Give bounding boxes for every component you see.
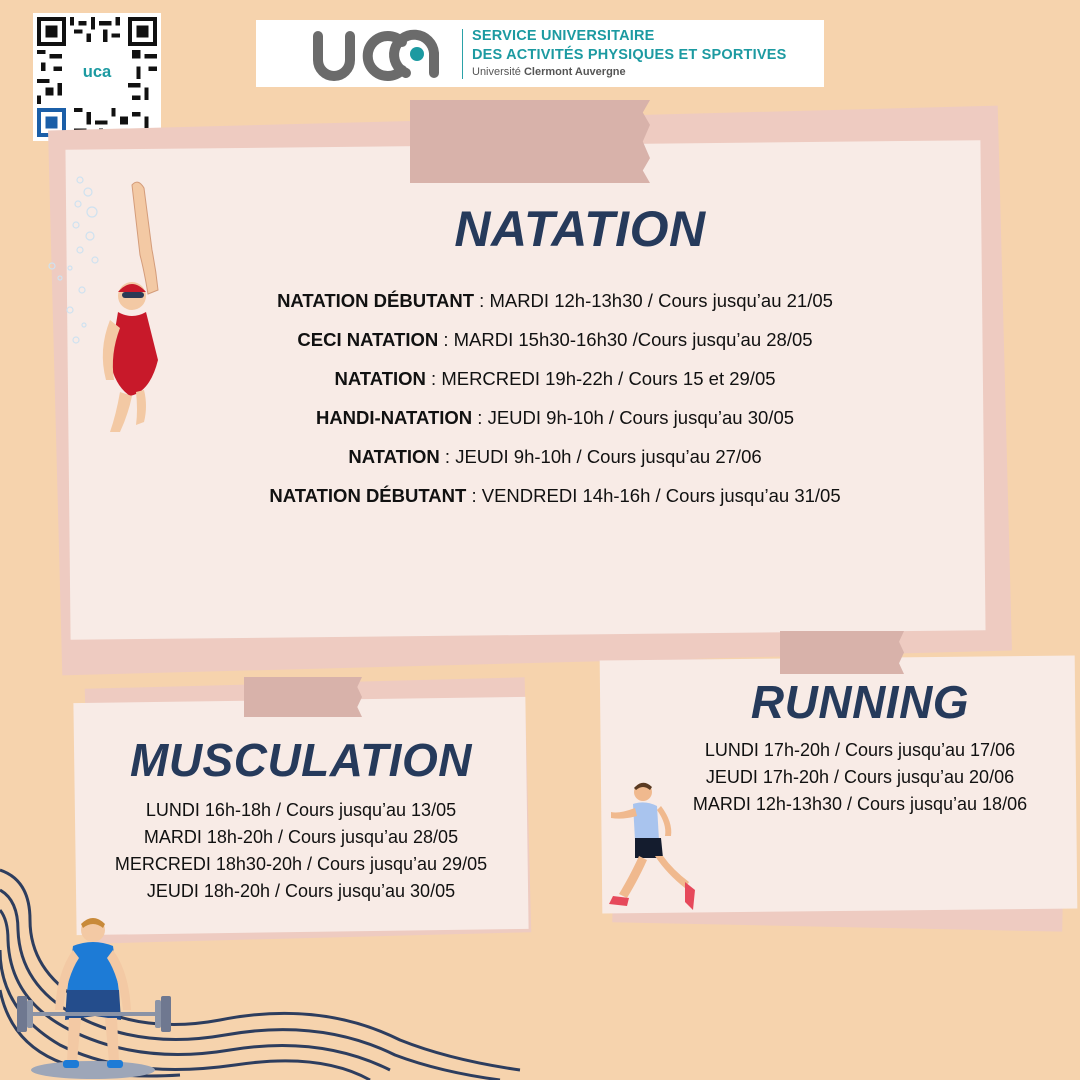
musculation-tape (244, 677, 362, 717)
qr-code[interactable] (33, 13, 161, 141)
musculation-row: LUNDI 16h-18h / Cours jusqu’au 13/05 (145, 800, 457, 820)
natation-row: NATATION : MERCREDI 19h-22h / Cours 15 et 29/05 (334, 368, 776, 389)
suaps-logo-banner (256, 20, 824, 87)
logo-divider (462, 29, 463, 79)
natation-row: HANDI-NATATION : JEUDI 9h-10h / Cours jusqu’au 30/05 (315, 407, 795, 428)
natation-tape (410, 100, 650, 183)
logo-line-2: DES ACTIVITÉS PHYSIQUES ET SPORTIVES (472, 47, 787, 63)
natation-row: CECI NATATION : MARDI 15h30-16h30 /Cours jusqu’au 28/05 (297, 329, 813, 350)
running-row: MARDI 12h-13h30 / Cours jusqu’au 18/06 (692, 794, 1028, 814)
natation-schedule (170, 291, 940, 525)
running-schedule (660, 737, 1060, 818)
qr-code-icon (37, 17, 157, 137)
logo-text (472, 27, 786, 80)
natation-row: NATATION DÉBUTANT : MARDI 12h-13h30 / Cours jusqu’au 21/05 (277, 290, 833, 311)
runner-icon (605, 778, 705, 914)
uca-logo-icon (256, 20, 456, 87)
musculation-row: MARDI 18h-20h / Cours jusqu’au 28/05 (143, 827, 459, 847)
logo-line-1: SERVICE UNIVERSITAIRE (472, 28, 655, 44)
natation-row: NATATION DÉBUTANT : VENDREDI 14h-16h / Cours jusqu’au 31/05 (269, 485, 841, 506)
running-row: LUNDI 17h-20h / Cours jusqu’au 17/06 (704, 740, 1016, 760)
musculation-row: MERCREDI 18h30-20h / Cours jusqu’au 29/05 (114, 854, 488, 874)
musculation-title: MUSCULATION (130, 734, 472, 786)
musculation-row: JEUDI 18h-20h / Cours jusqu’au 30/05 (146, 881, 456, 901)
svg-text:uca: uca (82, 61, 112, 81)
logo-university: Université Clermont Auvergne (472, 66, 626, 78)
running-row: JEUDI 17h-20h / Cours jusqu’au 20/06 (705, 767, 1015, 787)
running-title: RUNNING (750, 676, 970, 728)
natation-row: NATATION : JEUDI 9h-10h / Cours jusqu’au 27/06 (348, 446, 762, 467)
swimmer-icon (40, 170, 190, 440)
weightlifter-icon (15, 912, 175, 1080)
natation-title: NATATION (454, 201, 706, 257)
running-tape (780, 631, 904, 674)
